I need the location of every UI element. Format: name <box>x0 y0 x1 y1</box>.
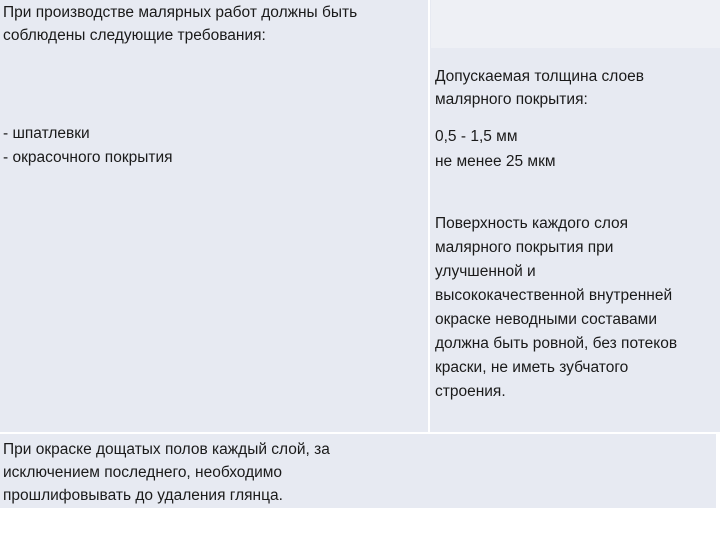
empty-header-cell <box>431 0 720 48</box>
surface-line: окраске неводными составами <box>435 311 657 328</box>
bottom-line-1: При окраске дощатых полов каждый слой, за <box>3 441 330 458</box>
table-edge <box>716 434 720 508</box>
surface-line: малярного покрытия при <box>435 239 614 256</box>
surface-line: улучшенной и <box>435 263 536 280</box>
thickness-value-putty: 0,5 - 1,5 мм <box>435 128 518 145</box>
list-item-paint-coating: - окрасочного покрытия <box>3 149 173 166</box>
intro-line-2: соблюдены следующие требования: <box>3 27 266 44</box>
intro-line-1: При производстве малярных работ должны быть <box>3 4 358 21</box>
surface-line: Поверхность каждого слоя <box>435 215 629 232</box>
surface-line: высококачественной внутренней <box>435 287 673 304</box>
list-item-putty: - шпатлевки <box>3 125 90 142</box>
surface-line: краски, не иметь зубчатого <box>435 359 629 376</box>
column-divider <box>428 0 430 432</box>
surface-line: строения. <box>435 383 506 400</box>
surface-line: должна быть ровной, без потеков <box>435 335 678 352</box>
thickness-value-coating: не менее 25 мкм <box>435 153 556 170</box>
row-divider <box>0 432 720 434</box>
thickness-header-line-2: малярного покрытия: <box>435 91 588 108</box>
thickness-header-line-1: Допускаемая толщина слоев <box>435 68 644 85</box>
bottom-line-2: исключением последнего, необходимо <box>3 464 283 481</box>
bottom-line-3: прошлифовывать до удаления глянца. <box>3 487 283 504</box>
